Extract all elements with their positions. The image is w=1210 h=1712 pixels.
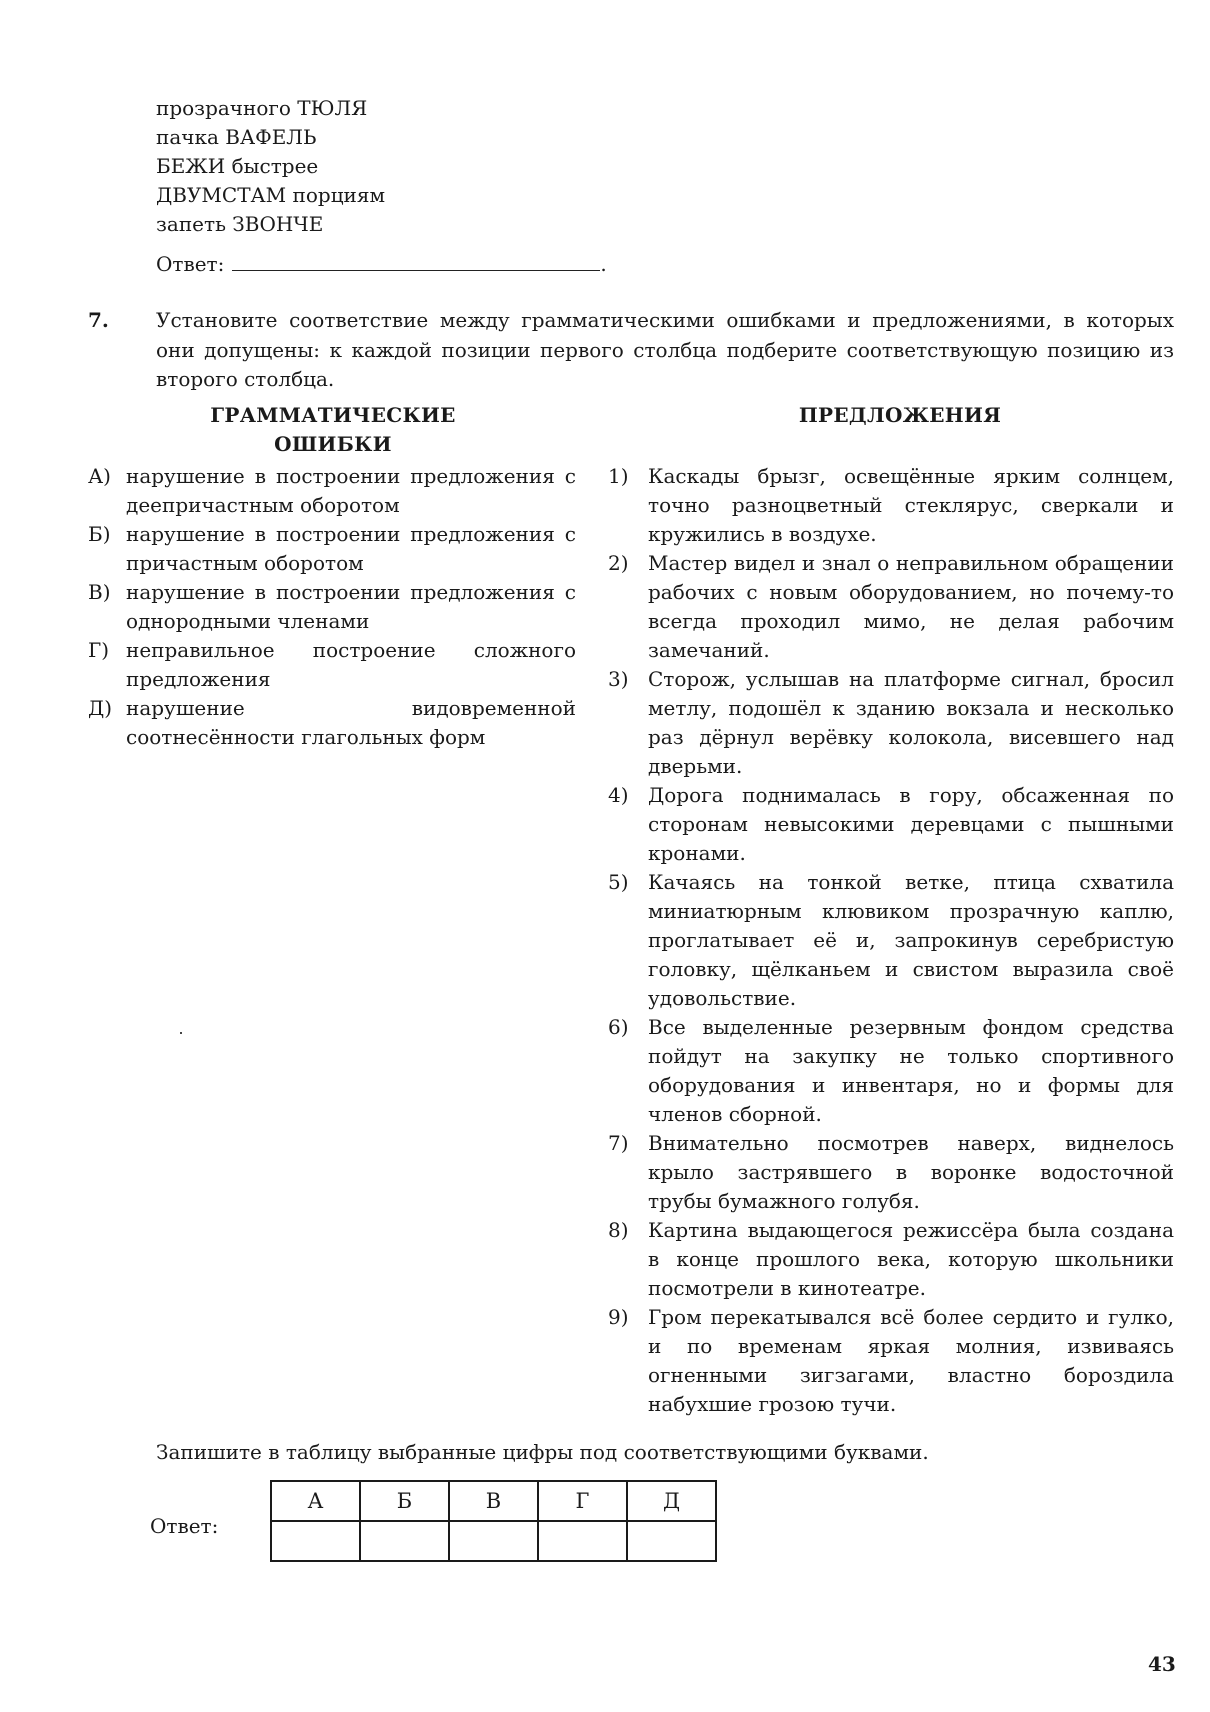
sentence-item xyxy=(608,781,1174,868)
answer-line-6 xyxy=(156,250,607,276)
error-label: В) xyxy=(88,580,111,604)
answer-end-dot: . xyxy=(600,252,607,276)
word-list xyxy=(156,94,385,239)
answer-cell-d[interactable] xyxy=(627,1521,716,1561)
sentence-item xyxy=(608,868,1174,1013)
error-label: Г) xyxy=(88,638,110,662)
error-label: Д) xyxy=(88,696,113,720)
sentence-label: 8) xyxy=(608,1218,629,1242)
answer-cell-g[interactable] xyxy=(538,1521,627,1561)
answer-table-header-cell: Б xyxy=(360,1481,449,1521)
word-list-item: пачка ВАФЕЛЬ xyxy=(156,125,317,149)
sentence-item xyxy=(608,462,1174,549)
error-item xyxy=(88,520,576,578)
answer-label: Ответ: xyxy=(156,252,225,276)
errors-list xyxy=(88,462,576,752)
left-column-heading: ГРАММАТИЧЕСКИЕ ОШИБКИ xyxy=(210,403,456,456)
sentence-label: 3) xyxy=(608,667,629,691)
answer-table-header-cell: В xyxy=(449,1481,538,1521)
sentence-item xyxy=(608,665,1174,781)
answer-table-header-cell: А xyxy=(271,1481,360,1521)
sentence-label: 4) xyxy=(608,783,629,807)
page-number: 43 xyxy=(1148,1652,1176,1676)
error-item xyxy=(88,462,576,520)
answer-table-header-row xyxy=(271,1481,716,1521)
word-list-item: запеть ЗВОНЧЕ xyxy=(156,212,324,236)
sentence-item xyxy=(608,1013,1174,1129)
sentence-text: Каскады брызг, освещённые ярким солнцем, точно разноцветный стеклярус, сверкали и кружились в воздухе. xyxy=(648,464,1174,546)
word-list-item: БЕЖИ быстрее xyxy=(156,154,319,178)
sentence-text: Дорога поднималась в гору, обсаженная по сторонам невысокими деревцами с пышными кронами. xyxy=(648,783,1174,865)
answer-table xyxy=(270,1480,717,1562)
sentence-label: 7) xyxy=(608,1131,629,1155)
sentence-item xyxy=(608,549,1174,665)
sentence-text: Сторож, услышав на платформе сигнал, бросил метлу, подошёл к зданию вокзала и несколько раз дёрнул верёвку колокола, висевшего над дверьми. xyxy=(648,667,1174,778)
error-text: нарушение в построении предложения с однородными членами xyxy=(126,580,576,633)
sentence-label: 9) xyxy=(608,1305,629,1329)
word-list-item: ДВУМСТАМ порциям xyxy=(156,183,386,207)
question-text: Установите соответствие между грамматическими ошибками и предложениями, в которых они допущены: к каждой позиции первого столбца подберите соответствующую позицию из второго столбца. xyxy=(156,308,1174,391)
error-text: нарушение в построении предложения с деепричастным оборотом xyxy=(126,464,576,517)
sentence-label: 2) xyxy=(608,551,629,575)
error-item xyxy=(88,636,576,694)
answer-cell-v[interactable] xyxy=(449,1521,538,1561)
answer-cell-a[interactable] xyxy=(271,1521,360,1561)
sentence-item xyxy=(608,1303,1174,1419)
sentence-text: Гром перекатывался всё более сердито и гулко, и по временам яркая молния, извиваясь огненными зигзагами, властно бороздила набухшие грозою тучи. xyxy=(648,1305,1174,1416)
sentence-item xyxy=(608,1216,1174,1303)
scan-speck xyxy=(180,1032,182,1034)
answer-table-header-cell: Д xyxy=(627,1481,716,1521)
table-instruction: Запишите в таблицу выбранные цифры под соответствующими буквами. xyxy=(156,1440,929,1464)
error-text: нарушение в построении предложения с причастным оборотом xyxy=(126,522,576,575)
answer-table-input-row xyxy=(271,1521,716,1561)
error-text: нарушение видовременной соотнесённости глагольных форм xyxy=(126,696,576,749)
error-text: неправильное построение сложного предложения xyxy=(126,638,576,691)
error-label: Б) xyxy=(88,522,111,546)
right-column-heading: ПРЕДЛОЖЕНИЯ xyxy=(798,403,1002,427)
error-item xyxy=(88,578,576,636)
sentence-text: Внимательно посмотрев наверх, виднелось крыло застрявшего в воронке водосточной трубы бумажного голубя. xyxy=(648,1131,1174,1213)
sentence-item xyxy=(608,1129,1174,1216)
word-list-item: прозрачного ТЮЛЯ xyxy=(156,96,368,120)
answer-cell-b[interactable] xyxy=(360,1521,449,1561)
sentences-list xyxy=(608,462,1174,1419)
sentence-text: Картина выдающегося режиссёра была создана в конце прошлого века, которую школьники посмотрели в кинотеатре. xyxy=(648,1218,1174,1300)
sentence-label: 5) xyxy=(608,870,629,894)
answer-table-header-cell: Г xyxy=(538,1481,627,1521)
sentence-text: Мастер видел и знал о неправильном обращении рабочих с новым оборудованием, но почему-то всегда проходил мимо, не делая рабочим замечаний. xyxy=(648,551,1174,662)
sentence-text: Качаясь на тонкой ветке, птица схватила миниатюрным клювиком прозрачную каплю, проглатывает её и, запрокинув серебристую головку, щёлканьем и свистом выразила своё удовольствие. xyxy=(648,870,1174,1010)
sentence-text: Все выделенные резервным фондом средства пойдут на закупку не только спортивного оборудования и инвентаря, но и формы для членов сборной. xyxy=(648,1015,1174,1126)
sentence-label: 1) xyxy=(608,464,629,488)
question-number: 7. xyxy=(88,308,109,332)
error-label: А) xyxy=(88,464,111,488)
answer-blank[interactable] xyxy=(232,250,600,271)
error-item xyxy=(88,694,576,752)
sentence-label: 6) xyxy=(608,1015,629,1039)
answer-table-label: Ответ: xyxy=(150,1514,219,1538)
